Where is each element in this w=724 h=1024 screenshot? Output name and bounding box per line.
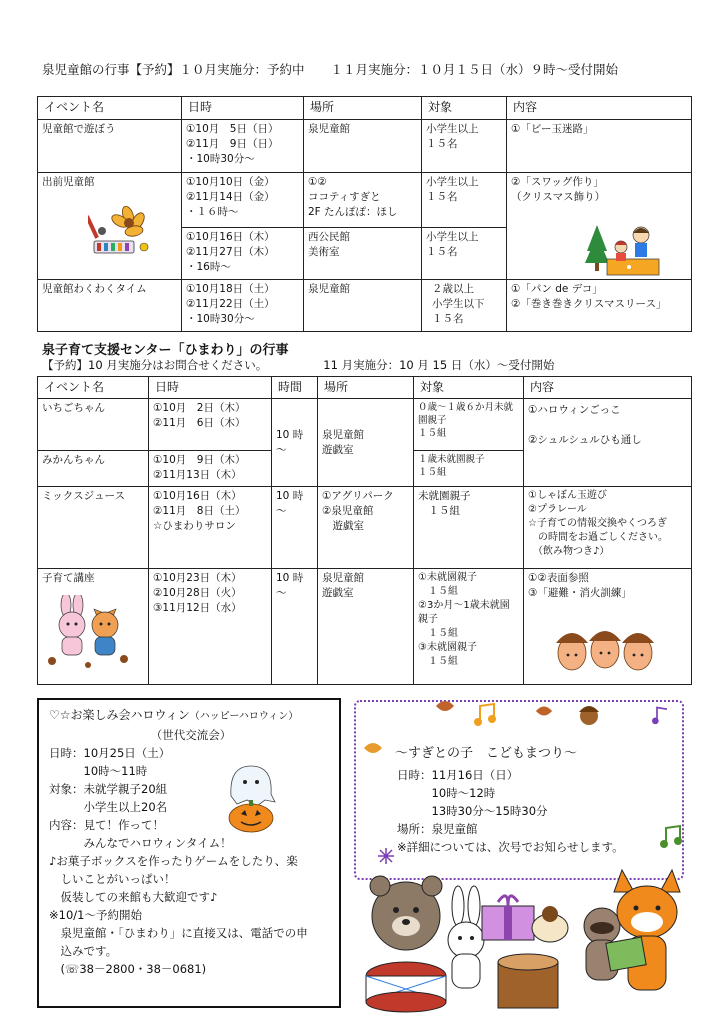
event-name: いちごちゃん bbox=[38, 399, 149, 451]
event-content: ①ハロウィンごっこ ②シュルシュルひも通し bbox=[524, 399, 692, 487]
event-datetime: ①10月 2日（木） ②11月 6日（木） bbox=[149, 399, 272, 451]
event-datetime: ①10月16日（木） ②11月27日（木） ・16時～ bbox=[182, 228, 304, 280]
event-place: 泉児童館 遊戯室 bbox=[318, 569, 414, 685]
halloween-body: 日時：10月25日（土） 10時～11時 対象：未就学親子20組 小学生以上20名 内容：見て！作って！ みんなでハロウィンタイム！ ♪お菓子ボックスを作ったりゲームをしたり、楽 しいことがいっぱい！ 仮装しての来館も大歓迎です♪ ※10/1～予約開始 泉児童館・「ひまわり」に直接又は、電話での申 込みです。 (☏38－2800・38－0681) bbox=[49, 746, 308, 976]
event-name: ミックスジュース bbox=[38, 487, 149, 569]
table-row bbox=[38, 173, 692, 228]
ghost-pumpkin-illustration bbox=[217, 758, 287, 834]
leaf-icon bbox=[362, 738, 384, 758]
column-header: 内容 bbox=[507, 97, 692, 120]
event-target: 小学生以上 １５名 bbox=[422, 228, 507, 280]
event-time: 10 時 ～ bbox=[272, 399, 318, 487]
event-target: ①未就園親子 １５組 ②3か月～1歳未就園親子 １５組 ③未就園親子 １５組 bbox=[414, 569, 524, 685]
event-datetime: ①10月23日（木） ②10月28日（火） ③11月12日（水） bbox=[149, 569, 272, 685]
event-target: ０歳～１歳６か月未就園親子 １５組 bbox=[414, 399, 524, 451]
event-target: １歳未就園親子 １５組 bbox=[414, 451, 524, 487]
table-row bbox=[38, 280, 692, 332]
column-header: イベント名 bbox=[38, 377, 149, 399]
event-target: ２歳以上 小学生以下 １５名 bbox=[422, 280, 507, 332]
event-content-cell bbox=[524, 569, 692, 685]
column-header: 対象 bbox=[414, 377, 524, 399]
event-datetime: ①10月 9日（木） ②11月13日（木） bbox=[149, 451, 272, 487]
halloween-title-text: ♡☆お楽しみ会ハロウィン bbox=[49, 708, 190, 722]
column-header: イベント名 bbox=[38, 97, 182, 120]
section2-title: 泉子育て支援センター「ひまわり」の行事 bbox=[42, 343, 289, 358]
event-content: ①②表面参照 ③「避難・消火訓練」 bbox=[528, 572, 632, 599]
leaf-icon bbox=[534, 702, 554, 720]
bunny-cat-illustration bbox=[44, 595, 134, 669]
section2-sub: 【予約】10 月実施分はお問合せください。 bbox=[42, 358, 268, 372]
event-content: ①「ビー玉迷路」 bbox=[507, 120, 692, 173]
table-row bbox=[38, 399, 692, 451]
event-content: ②「スワッグ作り」 （クリスマス飾り） bbox=[511, 176, 606, 203]
column-header: 場所 bbox=[304, 97, 422, 120]
kids-crafting-illustration bbox=[585, 221, 661, 277]
event-datetime: ①10月16日（木） ②11月 8日（土） ☆ひまわりサロン bbox=[149, 487, 272, 569]
acorn-icon bbox=[576, 700, 602, 726]
event-place: 泉児童館 遊戯室 bbox=[318, 399, 414, 487]
star-sparkle-icon bbox=[378, 848, 394, 864]
event-target: 小学生以上 １５名 bbox=[422, 120, 507, 173]
event-place: 泉児童館 bbox=[304, 280, 422, 332]
header-note: １１月実施分：１０月１５日（水）９時～受付開始 bbox=[330, 62, 619, 77]
event-content: ①しゃぼん玉遊び ②プラレール ☆子育ての情報交換やくつろぎ の時間をお過ごしください。 （飲み物つき♪） bbox=[524, 487, 692, 569]
header-title: 泉児童館の行事【予約】１０月実施分：予約中 bbox=[42, 62, 305, 77]
childrens-hall-table bbox=[37, 96, 692, 332]
event-place: 西公民館 美術室 bbox=[304, 228, 422, 280]
leaf-icon bbox=[434, 696, 456, 716]
halloween-title bbox=[49, 706, 333, 726]
event-place: ①② ココティすぎと 2F たんぽぽ：ほし bbox=[304, 173, 422, 228]
music-note-icon bbox=[652, 704, 672, 726]
event-content: ①「パン de デコ」 ②「巻き巻きクリスマスリース」 bbox=[507, 280, 692, 332]
event-datetime: ①10月10日（金） ②11月14日（金） ・１６時～ bbox=[182, 173, 304, 228]
event-cell bbox=[38, 569, 149, 685]
table-header-row bbox=[38, 377, 692, 399]
event-content-cell bbox=[507, 173, 692, 280]
event-target: 未就園親子 １５組 bbox=[414, 487, 524, 569]
event-name: 児童館で遊ぼう bbox=[38, 120, 182, 173]
event-datetime: ①10月 5日（日） ②11月 9日（日） ・10時30分～ bbox=[182, 120, 304, 173]
table-header-row bbox=[38, 97, 692, 120]
table-row bbox=[38, 120, 692, 173]
halloween-event-box bbox=[37, 698, 341, 1008]
festival-body: 日時：11月16日（日） 10時～12時 13時30分～15時30分 場所：泉児童館 ※詳細については、次号でお知らせします。 bbox=[397, 768, 624, 854]
event-name: みかんちゃん bbox=[38, 451, 149, 487]
table-row bbox=[38, 487, 692, 569]
event-name: 子育て講座 bbox=[42, 572, 95, 584]
event-name: 出前児童館 bbox=[42, 176, 95, 188]
event-cell bbox=[38, 173, 182, 280]
column-header: 対象 bbox=[422, 97, 507, 120]
event-time: 10 時 ～ bbox=[272, 569, 318, 685]
support-center-table bbox=[37, 376, 692, 685]
column-header: 場所 bbox=[318, 377, 414, 399]
event-datetime: ①10月18日（土） ②11月22日（土） ・10時30分～ bbox=[182, 280, 304, 332]
event-target: 小学生以上 １５名 bbox=[422, 173, 507, 228]
section2-sub-line bbox=[42, 357, 554, 373]
halloween-title-small: （ハッピーハロウィン） bbox=[189, 711, 299, 722]
header-line bbox=[42, 60, 618, 78]
event-name: 児童館わくわくタイム bbox=[38, 280, 182, 332]
table-row bbox=[38, 569, 692, 685]
music-note-icon bbox=[474, 702, 498, 728]
column-header: 日時 bbox=[149, 377, 272, 399]
event-time: 10 時 ～ bbox=[272, 487, 318, 569]
music-note-icon bbox=[660, 824, 684, 850]
column-header: 日時 bbox=[182, 97, 304, 120]
column-header: 時間 bbox=[272, 377, 318, 399]
craft-illustration bbox=[88, 201, 154, 263]
section2-note: 11 月実施分：10 月 15 日（水）～受付開始 bbox=[323, 358, 555, 372]
acorns-illustration bbox=[550, 613, 660, 675]
animals-festival-illustration bbox=[352, 866, 692, 1016]
event-place: ①アグリパーク ②泉児童館 遊戯室 bbox=[318, 487, 414, 569]
festival-title: ～すぎとの子 こどもまつり～ bbox=[395, 746, 578, 761]
column-header: 内容 bbox=[524, 377, 692, 399]
halloween-subtitle: （世代交流会） bbox=[150, 728, 232, 742]
event-place: 泉児童館 bbox=[304, 120, 422, 173]
